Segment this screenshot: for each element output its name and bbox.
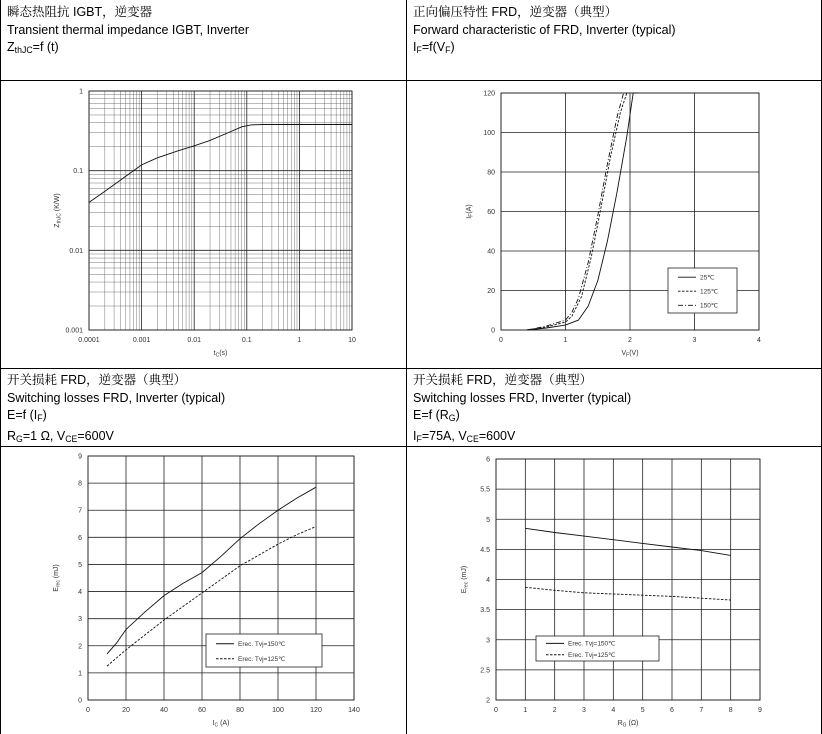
x-axis-label: $R_G$ (Ω) [617, 720, 639, 729]
formula-part: I [413, 40, 417, 54]
y-axis-label: $I_F(A)$ [466, 204, 475, 219]
panel-4-formula [413, 407, 822, 428]
y-tick-label: 40 [487, 248, 495, 256]
y-tick-label: 120 [483, 90, 495, 98]
panel-1-title-en: Transient thermal impedance IGBT, Inverter [7, 22, 249, 37]
y-tick-label: 0 [78, 697, 82, 705]
x-tick-label: 4 [757, 337, 761, 344]
x-axis-label: $I_C$ (A) [212, 720, 230, 729]
y-tick-label: 100 [483, 130, 495, 137]
panel-1-header [0, 0, 406, 80]
y-axis-label: $Z_{thJC}$ (K/W) [54, 193, 63, 228]
series-line [107, 487, 316, 654]
legend-label: 125℃ [700, 288, 719, 296]
panel-4-header [406, 368, 822, 446]
chart-switching-loss-vs-current [0, 446, 406, 734]
x-tick-label: 2 [552, 707, 557, 714]
x-tick-label: 0 [494, 707, 498, 714]
panel-2-formula [413, 39, 822, 60]
x-tick-label: 1 [297, 337, 302, 344]
formula-sub: F [445, 45, 451, 55]
x-tick-label: 6 [670, 707, 674, 714]
plot-frame [89, 91, 352, 330]
y-tick-label: 6 [486, 456, 490, 464]
panel-2-title-cn: 正向偏压特性 FRD，逆变器（典型） [413, 5, 618, 19]
y-tick-label: 4.5 [480, 546, 490, 554]
x-tick-label: 1 [523, 707, 528, 714]
chart-thermal-impedance [0, 80, 406, 368]
cond-sub: G [16, 433, 23, 444]
formula-part: ) [450, 40, 455, 54]
panel-4-title-cn: 开关损耗 FRD，逆变器（典型） [413, 373, 593, 387]
panel-4-title-en: Switching losses FRD, Inverter (typical) [413, 390, 632, 405]
x-tick-label: 2 [628, 337, 632, 344]
formula-part: ) [455, 408, 460, 422]
y-tick-label: 60 [487, 209, 495, 216]
y-tick-label: 0.001 [65, 327, 83, 335]
legend-label: Erec. Tvj=150℃ [238, 640, 286, 648]
x-tick-label: 10 [348, 337, 356, 344]
formula-sub: G [448, 413, 456, 423]
y-tick-label: 6 [78, 534, 82, 542]
y-tick-label: 1 [78, 670, 82, 678]
cond-part: =600V [77, 428, 114, 443]
y-tick-label: 3 [486, 637, 490, 645]
cond-part: =75A, V [421, 428, 467, 443]
y-tick-label: 3.5 [480, 607, 490, 615]
panel-3-title-en: Switching losses FRD, Inverter (typical) [7, 390, 226, 405]
x-tick-label: 7 [699, 707, 704, 714]
formula-sub: F [37, 413, 43, 423]
x-tick-label: 3 [582, 707, 586, 714]
panel-3-header [0, 368, 406, 446]
y-tick-label: 2.5 [480, 667, 490, 675]
panel-3-formula [7, 407, 406, 428]
y-tick-label: 1 [79, 88, 83, 96]
formula-part: Z [7, 40, 15, 54]
cond-part: I [413, 428, 417, 443]
series-line [525, 587, 730, 600]
x-tick-label: 140 [348, 707, 360, 714]
series-line [525, 528, 730, 555]
y-axis-label: $E_{rec}$ (mJ) [461, 565, 470, 594]
y-tick-label: 8 [78, 480, 82, 488]
x-tick-label: 4 [611, 707, 616, 714]
legend-label: 150℃ [700, 302, 719, 310]
x-tick-label: 20 [122, 707, 130, 714]
y-tick-label: 0 [491, 327, 495, 335]
panel-2-title-en: Forward characteristic of FRD, Inverter (typical) [413, 22, 676, 37]
y-tick-label: 80 [487, 169, 495, 177]
formula-sub: F [416, 45, 422, 55]
cond-part: =600V [478, 428, 516, 443]
y-tick-label: 2 [486, 697, 490, 705]
x-tick-label: 0 [499, 337, 503, 344]
x-tick-label: 5 [640, 707, 645, 714]
panel-3-title-cn: 开关损耗 FRD，逆变器（典型） [7, 373, 187, 387]
y-tick-label: 9 [78, 453, 82, 461]
cond-sub: F [416, 433, 422, 444]
x-tick-label: 8 [728, 707, 733, 714]
x-tick-label: 3 [692, 337, 697, 344]
formula-part: =f(V [421, 40, 446, 54]
panel-1-formula [7, 39, 406, 60]
x-tick-label: 0.001 [132, 337, 151, 344]
y-axis-label: $E_{rec}$ (mJ) [53, 564, 62, 592]
y-tick-label: 5 [78, 561, 82, 569]
formula-part: E=f (I [7, 408, 38, 422]
x-tick-label: 120 [310, 707, 322, 714]
x-tick-label: 80 [236, 707, 244, 714]
legend-label: Erec. Tvj=125℃ [568, 651, 616, 659]
formula-part: E=f (R [413, 408, 449, 422]
x-tick-label: 0 [86, 707, 90, 714]
x-axis-label: $t_C(s)$ [213, 350, 228, 359]
formula-part: ) [42, 408, 47, 422]
y-tick-label: 5 [486, 516, 490, 524]
chart-switching-loss-vs-rg [406, 446, 822, 734]
cond-part: R [7, 428, 17, 443]
cond-sub: CE [466, 433, 479, 444]
x-tick-label: 9 [758, 707, 762, 714]
cond-sub: CE [65, 433, 78, 444]
x-tick-label: 1 [563, 337, 568, 344]
legend-label: Erec. Tvj=125℃ [238, 655, 286, 663]
y-tick-label: 0.01 [69, 247, 83, 255]
formula-part: =f (t) [32, 40, 59, 54]
x-tick-label: 40 [160, 707, 168, 714]
y-tick-label: 4 [486, 577, 490, 584]
series-line [89, 125, 352, 203]
cond-part: =1 Ω, V [22, 428, 66, 443]
chart-forward-characteristic [406, 80, 822, 368]
x-tick-label: 0.0001 [78, 337, 100, 344]
y-tick-label: 4 [78, 589, 82, 597]
y-tick-label: 7 [78, 507, 82, 515]
y-tick-label: 2 [78, 643, 82, 651]
legend-label: Erec. Tvj=150℃ [568, 640, 616, 648]
x-tick-label: 0.1 [241, 337, 252, 344]
y-tick-label: 3 [78, 616, 82, 624]
x-tick-label: 0.01 [187, 337, 202, 344]
y-tick-label: 0.1 [73, 168, 83, 176]
x-tick-label: 60 [198, 707, 206, 714]
legend-label: 25℃ [700, 274, 715, 282]
formula-sub: thJC [14, 45, 33, 55]
y-tick-label: 20 [487, 288, 495, 295]
panel-2-header [406, 0, 822, 80]
panel-4-conditions [413, 428, 822, 449]
panel-1-title-cn: 瞬态热阻抗 IGBT，逆变器 [7, 5, 153, 19]
x-tick-label: 100 [272, 707, 284, 714]
x-axis-label: $V_F(V)$ [621, 350, 639, 359]
panel-3-conditions [7, 428, 406, 449]
y-tick-label: 5.5 [480, 486, 490, 494]
